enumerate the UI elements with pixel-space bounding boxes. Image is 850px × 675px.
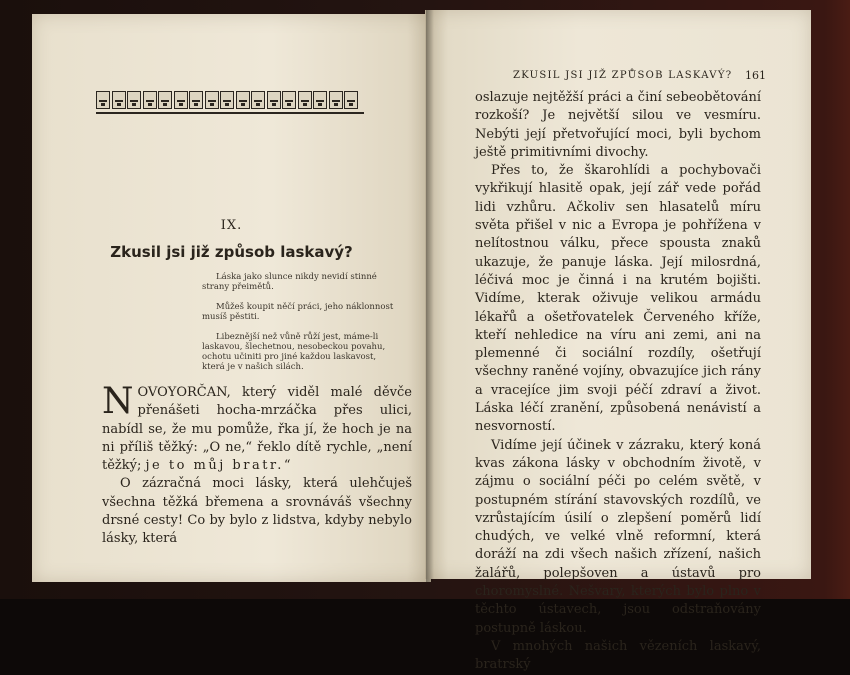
ornament-cell xyxy=(96,91,110,109)
epigraph-line: Láska jako slunce nikdy nevidí stinné xyxy=(216,272,377,282)
chapter-title: Zkusil jsi již způsob laskavý? xyxy=(110,243,353,261)
ornament-cell xyxy=(174,91,188,109)
ornament-cell xyxy=(220,91,234,109)
ornament-cell xyxy=(329,91,343,109)
ornament-cell xyxy=(189,91,203,109)
epigraph-line: ochotu učiniti pro jiné každou laskavost, xyxy=(202,352,377,362)
ornament-cell xyxy=(236,91,250,109)
epigraph-2 xyxy=(202,302,407,322)
ornament-cell xyxy=(313,91,327,109)
epigraph-3 xyxy=(202,332,407,372)
ornament-cell xyxy=(267,91,281,109)
ornament-cell xyxy=(298,91,312,109)
paragraph: O zázračná moci lásky, která ulehčuješ všechna těžká břemena a srovnáváš všechny drsné cesty! Co by bylo z lidstva, kdyby nebylo lásky, která xyxy=(102,476,412,547)
epigraph-line: musíš pěstiti. xyxy=(202,312,260,322)
ornament-cell xyxy=(127,91,141,109)
ornament-cell xyxy=(282,91,296,109)
ornament-cell xyxy=(205,91,219,109)
paragraph: oslazuje nejtěžší práci a činí sebeobětování rozkoší? Je největší silou ve vesmíru. Nebýti její přetvořující moci, byli bychom ještě primitivními divochy. xyxy=(475,90,761,160)
book-gutter xyxy=(426,10,434,582)
paragraph: V mnohých našich vězeních laskavý, bratrský xyxy=(475,638,761,673)
epigraph-line: strany přeimětů. xyxy=(202,282,274,292)
ornament-cell xyxy=(344,91,358,109)
ornament-cell xyxy=(251,91,265,109)
left-body-text xyxy=(102,381,412,549)
epigraph-1 xyxy=(202,272,407,292)
closing-quote: “ xyxy=(283,458,291,474)
emphasized-text: je to můj bratr. xyxy=(145,458,284,474)
ornament-rule xyxy=(96,112,364,114)
epigraph-line: která je v našich silách. xyxy=(202,362,304,372)
drop-cap: N xyxy=(102,381,134,422)
decorative-border-ornament xyxy=(96,91,360,109)
epigraph-line: Můžeš koupit něčí práci, jeho náklonnost xyxy=(216,302,394,312)
epigraph-line: Libeznější než vůně růží jest, máme-li xyxy=(216,332,379,342)
running-head: ZKUSIL JSI JIŽ ZPŮSOB LASKAVÝ? xyxy=(513,70,733,81)
page-number: 161 xyxy=(745,69,766,82)
right-page xyxy=(425,10,811,673)
ornament-cell xyxy=(112,91,126,109)
chapter-number: IX. xyxy=(220,218,243,233)
right-body-text xyxy=(475,89,761,675)
epigraph-line: laskavou, šlechetnou, nesobeckou povahu, xyxy=(202,342,386,352)
paragraph: Vidíme její účinek v zázraku, který koná kvas zákona lásky v obchodním životě, v zájmu o sociální péči po celém světě, v postupném stírání stavovských rozdílů, ve vzrůstajícím úsilí o zlepšení poměrů lidí chudých, ve velké vlně reformní, která doráží na zdi všech našich zřízení, našich žalářů, polepšoven a ústavů pro choromyslné. Nešvary, kterých bylo plno v těchto ústavech, jsou odstraňovány postupně láskou. xyxy=(475,437,761,636)
ornament-cell xyxy=(143,91,157,109)
paragraph-text: OVOYORČAN, který viděl malé děvče přenášeti hocha-mrzáčka přes ulici, nabídl se, že mu pomůže, řka jí, že hoch je na ni příliš těžký: „O ne,“ řeklo dítě rychle, „není těžký; xyxy=(102,385,412,474)
left-page xyxy=(32,14,431,582)
paragraph: Přes to, že škarohlídi a pochybovači vykřikují hlasitě opak, její zář vede pořád lidi vzhůru. Ačkoliv sen hlasatelů míru světa přišel v nic a Evropa je pohřížena v nelítostnou válku, přece spousta znaků ukazuje, že panuje láska. Její milosrdná, léčivá moc je činná i na krutém bojišti. Vidíme, kterak oživuje velikou armádu lékařů a ošetřovatelek Červeného kříže, kteří nehledice na víru ani zemi, ani na plemenné či sociální rozdíly, ošetřují všechny raněné vojíny, obvazujíce jich rány a vracejíce jim svoji péčí zdraví a život. Láska léčí zranění, způsobená nenávistí a nesvorností. xyxy=(475,163,761,435)
paragraph xyxy=(102,381,412,475)
ornament-cell xyxy=(158,91,172,109)
